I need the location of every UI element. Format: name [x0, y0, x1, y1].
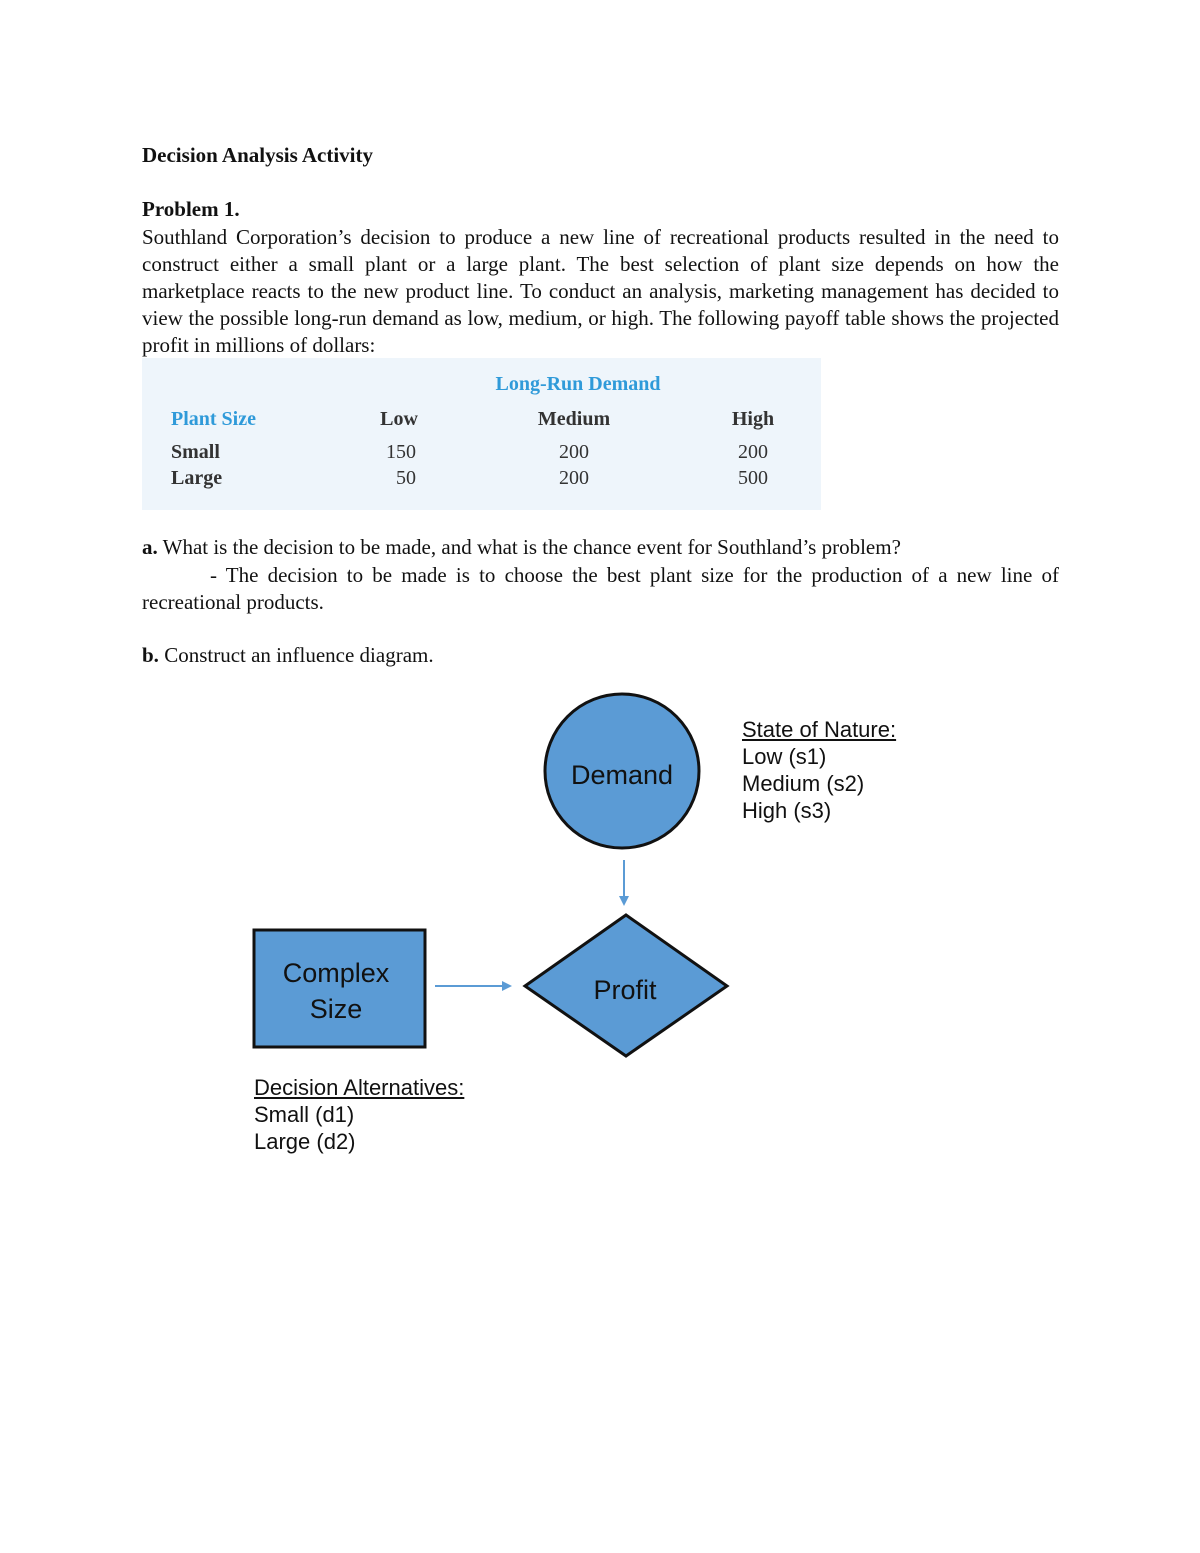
table-group-header: Long-Run Demand [495, 373, 661, 395]
state-of-nature-note [742, 716, 896, 824]
decision-alternative-item: Large (d2) [254, 1129, 356, 1154]
decision-node-label-line2: Size [309, 994, 363, 1024]
decision-node-label-line1: Complex [282, 958, 390, 988]
table-cell: 50 [396, 467, 416, 489]
profit-node-label: Profit [593, 975, 657, 1005]
complex-size-decision-node [254, 930, 425, 1047]
table-column-header-low: Low [380, 408, 418, 430]
decision-alternative-item: Small (d1) [254, 1102, 355, 1127]
state-of-nature-item: High (s3) [742, 798, 832, 823]
problem-text: Southland Corporation’s decision to produce a new line of recreational products resulted in the need to construct either a small plant or a large plant. The best selection of plant size depends on how the marketplace reacts to the new product line. To conduct an analysis, marketing management has decided to view the possible long-run demand as low, medium, or high. The following payoff table shows the projected profit in millions of dollars: [142, 225, 1059, 357]
table-column-header-high: High [731, 408, 775, 430]
question-b-text: Construct an influence diagram. [164, 643, 434, 667]
state-of-nature-item: Medium (s2) [742, 771, 865, 796]
question-b-letter: b. [142, 643, 159, 667]
table-row-label-small: Small [171, 441, 220, 463]
question-a-letter: a. [142, 535, 158, 559]
decision-alternatives-title: Decision Alternatives: [254, 1075, 465, 1100]
table-cell: 200 [738, 441, 768, 463]
table-row-header: Plant Size [171, 408, 256, 430]
state-of-nature-item: Low (s1) [742, 744, 827, 769]
page-title: Decision Analysis Activity [142, 143, 374, 167]
question-a-answer: - The decision to be made is to choose the best plant size for the production of a new line of recreational products. [142, 563, 1059, 614]
problem-heading: Problem 1. [142, 197, 240, 221]
table-cell: 200 [559, 441, 589, 463]
state-of-nature-title: State of Nature: [742, 717, 897, 742]
table-column-header-medium: Medium [537, 408, 611, 430]
table-cell: 500 [738, 467, 768, 489]
table-row-label-large: Large [171, 467, 223, 489]
table-cell: 200 [559, 467, 589, 489]
decision-alternatives-note [254, 1074, 464, 1155]
table-cell: 150 [386, 441, 416, 463]
question-a-text: What is the decision to be made, and what is the chance event for Southland’s problem? [162, 535, 901, 559]
demand-node-label: Demand [570, 760, 674, 790]
